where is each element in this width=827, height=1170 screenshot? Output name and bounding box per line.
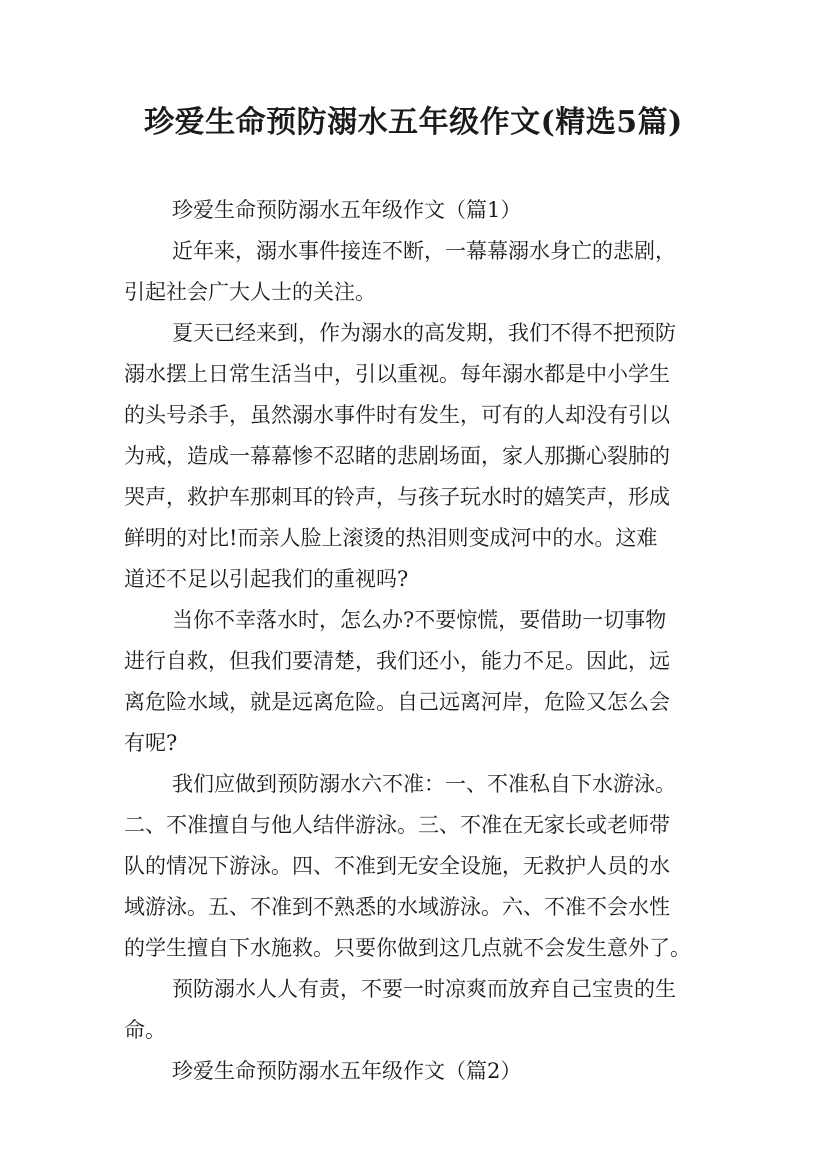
- paragraph-line: 当你不幸落水时，怎么办?不要惊慌，要借助一切事物: [172, 608, 667, 632]
- paragraph-line: 为戒，造成一幕幕惨不忍睹的悲剧场面，家人那撕心裂肺的: [124, 444, 670, 468]
- paragraph-line: 我们应做到预防溺水六不准：一、不准私自下水游泳。: [172, 772, 676, 796]
- paragraph-line: 道还不足以引起我们的重视吗?: [124, 567, 409, 591]
- paragraph-line: 进行自救，但我们要清楚，我们还小，能力不足。因此，远: [124, 649, 670, 673]
- paragraph-line: 的学生擅自下水施救。只要你做到这几点就不会发生意外了。: [124, 936, 691, 960]
- paragraph-line: 近年来，溺水事件接连不断，一幕幕溺水身亡的悲剧，: [172, 239, 676, 263]
- paragraph-line: 二、不准擅自与他人结伴游泳。三、不准在无家长或老师带: [124, 813, 670, 837]
- document-title: 珍爱生命预防溺水五年级作文(精选5篇): [144, 105, 683, 140]
- section-heading: 珍爱生命预防溺水五年级作文（篇1）: [172, 198, 522, 222]
- paragraph-line: 命。: [124, 1018, 166, 1042]
- paragraph-line: 预防溺水人人有责，不要一时凉爽而放弃自己宝贵的生: [172, 977, 676, 1001]
- document-body: [124, 190, 708, 1092]
- paragraph-line: 的头号杀手，虽然溺水事件时有发生，可有的人却没有引以: [124, 403, 670, 427]
- paragraph-line: 夏天已经来到，作为溺水的高发期，我们不得不把预防: [172, 321, 676, 345]
- paragraph-line: 域游泳。五、不准到不熟悉的水域游泳。六、不准不会水性: [124, 895, 670, 919]
- paragraph-line: 鲜明的对比!而亲人脸上滚烫的热泪则变成河中的水。这难: [124, 526, 658, 550]
- paragraph-line: 引起社会广大人士的关注。: [124, 280, 376, 304]
- section-heading: 珍爱生命预防溺水五年级作文（篇2）: [172, 1059, 522, 1083]
- paragraph-line: 离危险水域，就是远离危险。自己远离河岸，危险又怎么会: [124, 690, 670, 714]
- paragraph-line: 有呢?: [124, 731, 178, 755]
- paragraph-line: 溺水摆上日常生活当中，引以重视。每年溺水都是中小学生: [124, 362, 670, 386]
- paragraph-line: 哭声，救护车那刺耳的铃声，与孩子玩水时的嬉笑声，形成: [124, 485, 670, 509]
- paragraph-line: 队的情况下游泳。四、不准到无安全设施，无救护人员的水: [124, 854, 670, 878]
